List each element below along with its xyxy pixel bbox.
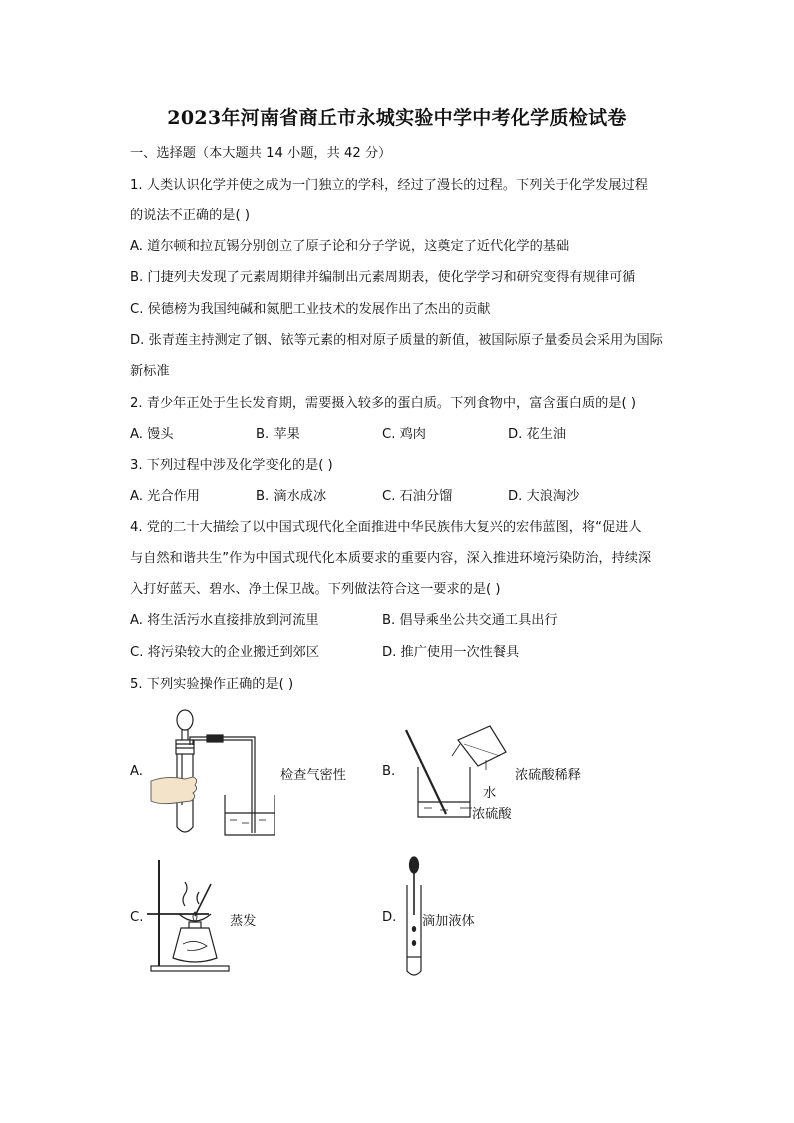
q4-stem-line1: 4. 党的二十大描绘了以中国式现代化全面推进中华民族伟大复兴的宏伟蓝图，将“促进人 bbox=[130, 520, 642, 535]
exam-title: 2023年河南省商丘市永城实验中学中考化学质检试卷 bbox=[167, 107, 627, 129]
q5-option-c-label: 蒸发 bbox=[230, 914, 257, 929]
q3-option-a: A. 光合作用 bbox=[130, 489, 200, 504]
q2-option-a: A. 馒头 bbox=[130, 427, 174, 442]
section-heading: 一、选择题（本大题共 14 小题，共 42 分） bbox=[130, 146, 392, 161]
q3-option-b: B. 滴水成冰 bbox=[256, 489, 327, 504]
q5-option-b-label: 浓硫酸稀释 bbox=[515, 768, 581, 783]
q2-option-b: B. 苹果 bbox=[256, 427, 300, 442]
q4-option-c: C. 将污染较大的企业搬迁到郊区 bbox=[130, 645, 320, 660]
q4-option-b: B. 倡导乘坐公共交通工具出行 bbox=[382, 613, 558, 628]
evaporation-illustration bbox=[145, 858, 235, 978]
q2-option-d: D. 花生油 bbox=[508, 427, 567, 442]
q1-option-b: B. 门捷列夫发现了元素周期律并编制出元素周期表，使化学学习和研究变得有规律可循 bbox=[130, 270, 636, 285]
q5-option-a-letter: A. bbox=[130, 764, 143, 779]
q1-option-a: A. 道尔顿和拉瓦锡分别创立了原子论和分子学说，这奠定了近代化学的基础 bbox=[130, 239, 570, 254]
q1-stem-line2: 的说法不正确的是( ) bbox=[130, 208, 250, 223]
q5-option-b-letter: B. bbox=[382, 764, 396, 779]
q5-option-a-label: 检查气密性 bbox=[280, 768, 346, 783]
q4-option-d: D. 推广使用一次性餐具 bbox=[382, 645, 520, 660]
q4-stem-line2: 与自然和谐共生”作为中国式现代化本质要求的重要内容，深入推进环境污染防治，持续深 bbox=[130, 551, 652, 566]
q5-stem: 5. 下列实验操作正确的是( ) bbox=[130, 677, 294, 692]
q1-option-d-line2: 新标准 bbox=[130, 364, 170, 379]
q4-stem-line3: 入打好蓝天、碧水、净土保卫战。下列做法符合这一要求的是( ) bbox=[130, 582, 501, 597]
q1-option-d-line1: D. 张青莲主持测定了铟、铱等元素的相对原子质量的新值，被国际原子量委员会采用为国际 bbox=[130, 333, 663, 348]
airtightness-check-illustration bbox=[145, 705, 275, 840]
q2-stem: 2. 青少年正处于生长发育期，需要摄入较多的蛋白质。下列食物中，富含蛋白质的是( ) bbox=[130, 396, 637, 411]
q1-stem-line1: 1. 人类认识化学并使之成为一门独立的学科，经过了漫长的过程。下列关于化学发展过程 bbox=[130, 178, 648, 193]
q5-option-d-label: 滴加液体 bbox=[422, 914, 475, 929]
q5-option-b-water-label: 水 bbox=[483, 786, 497, 801]
q4-option-a: A. 将生活污水直接排放到河流里 bbox=[130, 613, 319, 628]
q3-option-d: D. 大浪淘沙 bbox=[508, 489, 580, 504]
q5-option-c-letter: C. bbox=[130, 910, 144, 925]
q2-option-c: C. 鸡肉 bbox=[382, 427, 426, 442]
q5-option-b-acid-label: 浓硫酸 bbox=[472, 807, 512, 822]
q3-stem: 3. 下列过程中涉及化学变化的是( ) bbox=[130, 458, 333, 473]
q1-option-c: C. 侯德榜为我国纯碱和氮肥工业技术的发展作出了杰出的贡献 bbox=[130, 302, 491, 317]
q3-option-c: C. 石油分馏 bbox=[382, 489, 453, 504]
q5-option-d-letter: D. bbox=[382, 910, 397, 925]
